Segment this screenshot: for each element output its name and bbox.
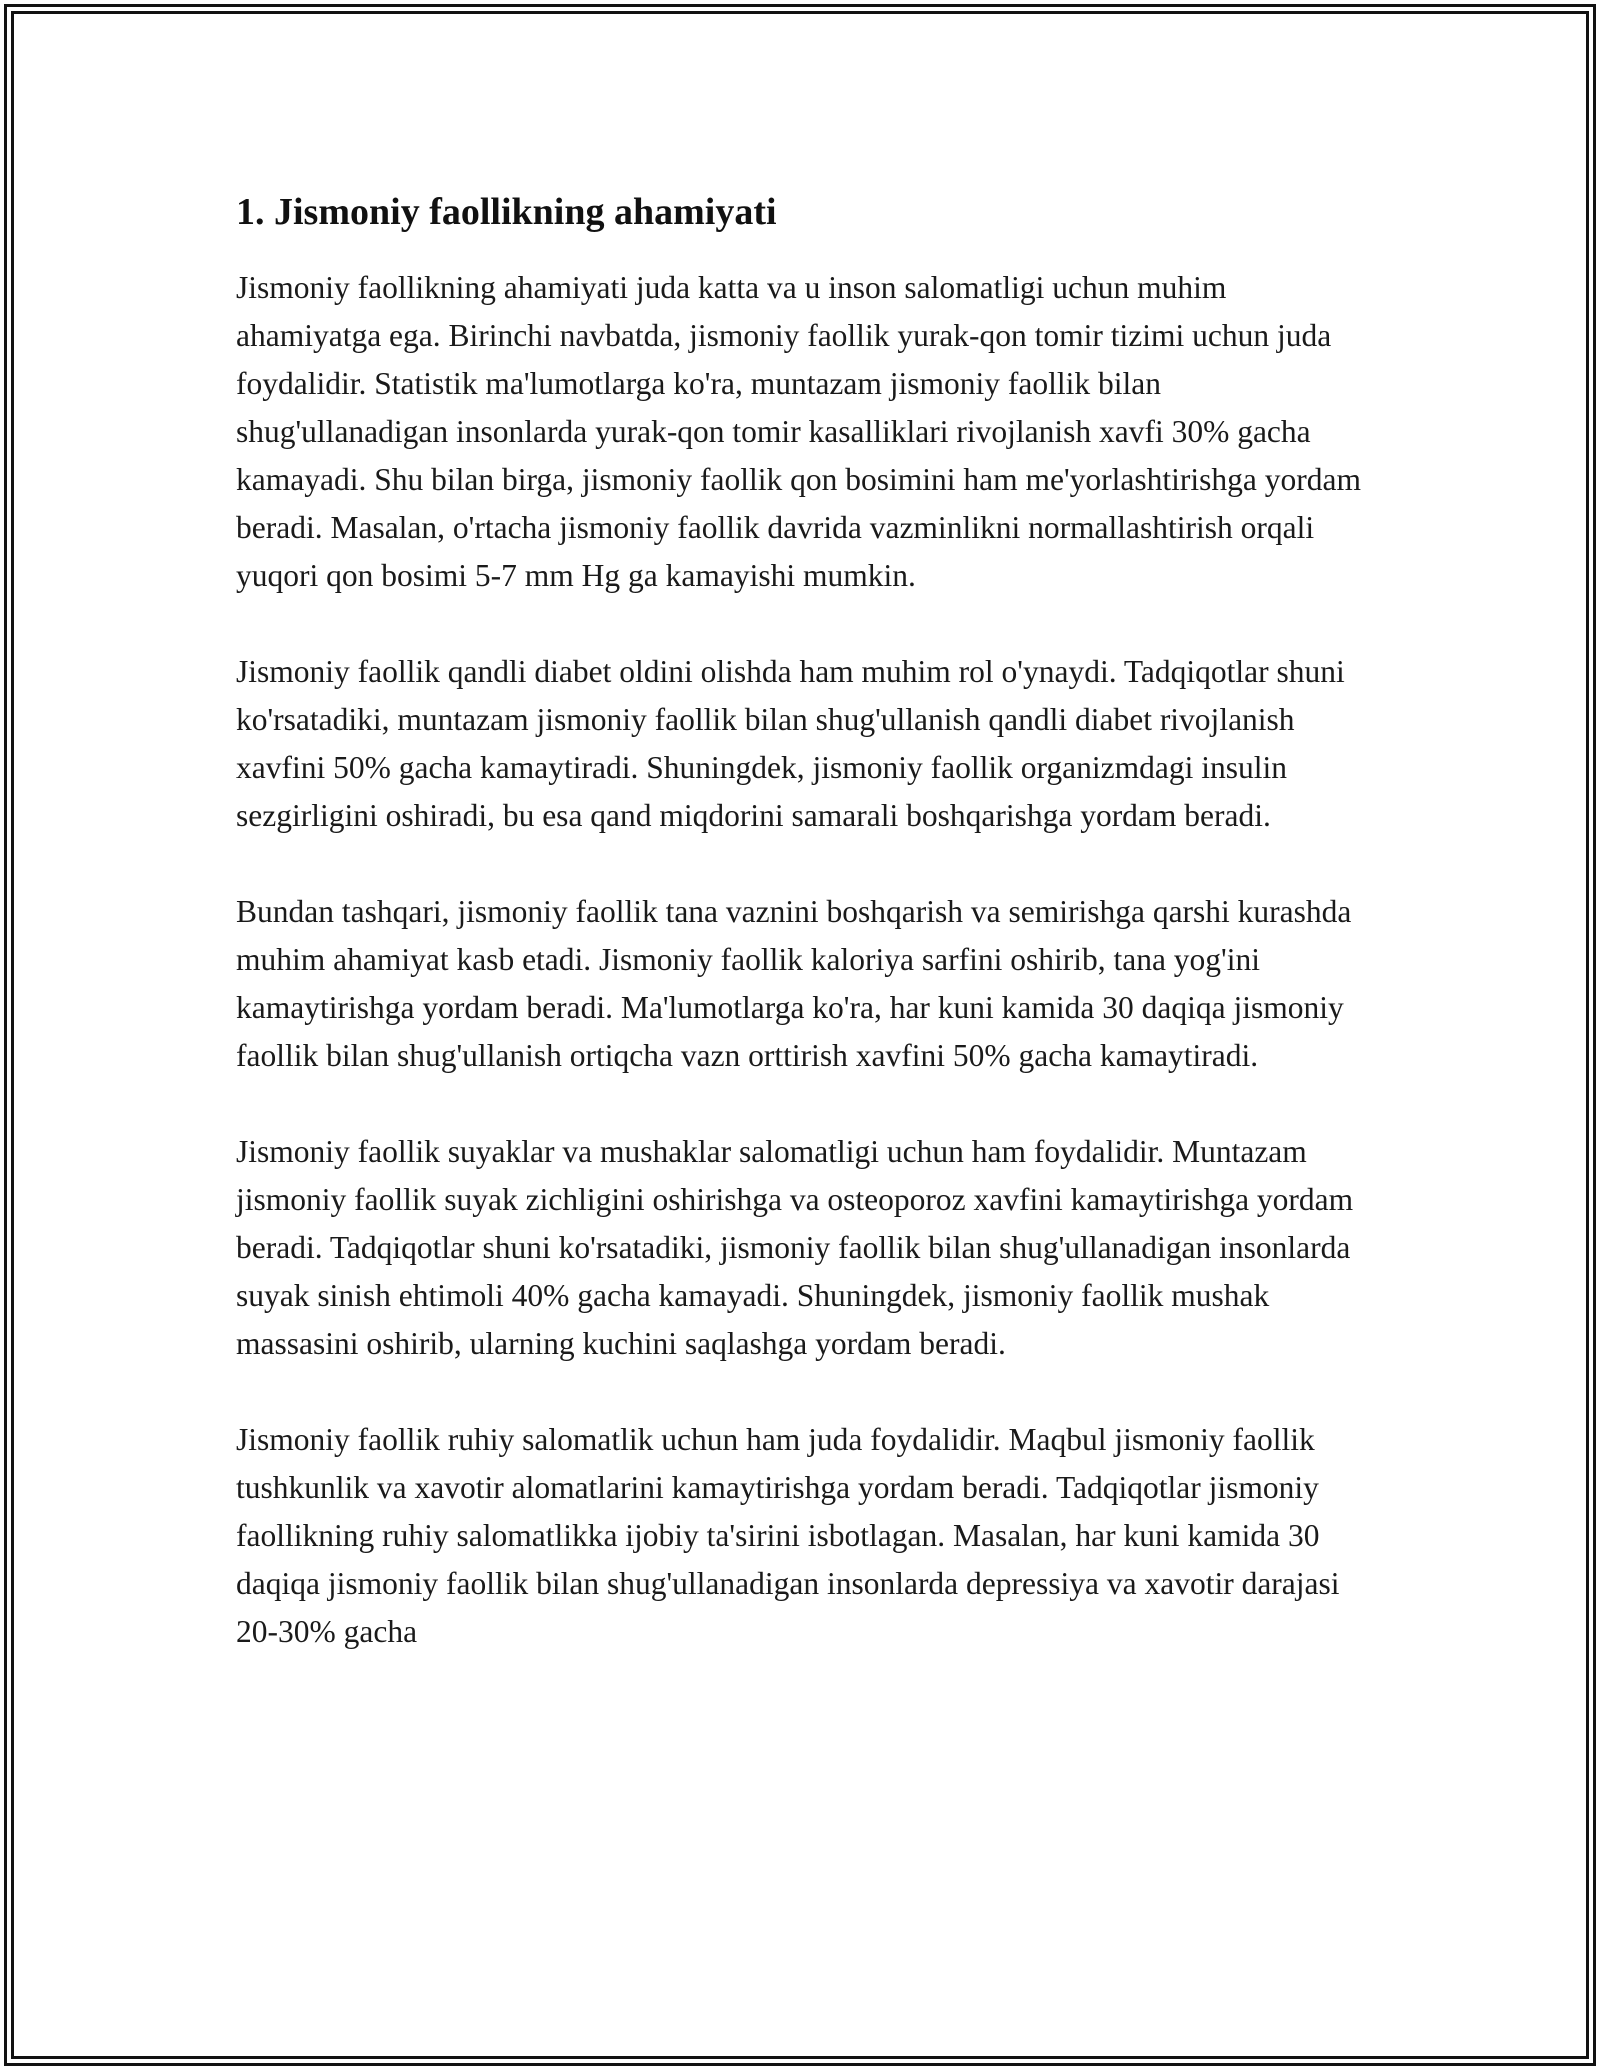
document-body <box>236 186 1376 1704</box>
paragraph-diabetes: Jismoniy faollik qandli diabet oldini olishda ham muhim rol o'ynaydi. Tadqiqotlar shuni ko'rsatadiki, muntazam jismoniy faollik bilan shug'ullanish qandli diabet rivojlanish xavfini 50% gacha kamaytiradi. Shuningdek, jismoniy faollik organizmdagi insulin sezgirligini oshiradi, bu esa qand miqdorini samarali boshqarishga yordam beradi. <box>236 654 1345 833</box>
paragraph-cardiovascular: Jismoniy faollikning ahamiyati juda katta va u inson salomatligi uchun muhim ahamiyatga ega. Birinchi navbatda, jismoniy faollik yurak-qon tomir tizimi uchun juda foydalidir. Statistik ma'lumotlarga ko'ra, muntazam jismoniy faollik bilan shug'ullanadigan insonlarda yurak-qon tomir kasalliklari rivojlanish xavfi 30% gacha kamayadi. Shu bilan birga, jismoniy faollik qon bosimini ham me'yorlashtirishga yordam beradi. Masalan, o'rtacha jismoniy faollik davrida vazminlikni normallashtirish orqali yuqori qon bosimi 5-7 mm Hg ga kamayishi mumkin. <box>236 270 1361 593</box>
paragraph-mental-health: Jismoniy faollik ruhiy salomatlik uchun ham juda foydalidir. Maqbul jismoniy faollik tushkunlik va xavotir alomatlarini kamaytirishga yordam beradi. Tadqiqotlar jismoniy faollikning ruhiy salomatlikka ijobiy ta'sirini isbotlagan. Masalan, har kuni kamida 30 daqiqa jismoniy faollik bilan shug'ullanadigan insonlarda depressiya va xavotir darajasi 20-30% gacha <box>236 1422 1340 1649</box>
paragraph-weight: Bundan tashqari, jismoniy faollik tana vaznini boshqarish va semirishga qarshi kurashda muhim ahamiyat kasb etadi. Jismoniy faollik kaloriya sarfini oshirib, tana yog'ini kamaytirishga yordam beradi. Ma'lumotlarga ko'ra, har kuni kamida 30 daqiqa jismoniy faollik bilan shug'ullanish ortiqcha vazn orttirish xavfini 50% gacha kamaytiradi. <box>236 894 1352 1073</box>
paragraph-bones-muscles: Jismoniy faollik suyaklar va mushaklar salomatligi uchun ham foydalidir. Muntazam jismoniy faollik suyak zichligini oshirishga va osteoporoz xavfini kamaytirishga yordam beradi. Tadqiqotlar shuni ko'rsatadiki, jismoniy faollik bilan shug'ullanadigan insonlarda suyak sinish ehtimoli 40% gacha kamayadi. Shuningdek, jismoniy faollik mushak massasini oshirib, ularning kuchini saqlashga yordam beradi. <box>236 1134 1354 1361</box>
section-title: 1. Jismoniy faollikning ahamiyati <box>236 191 777 233</box>
